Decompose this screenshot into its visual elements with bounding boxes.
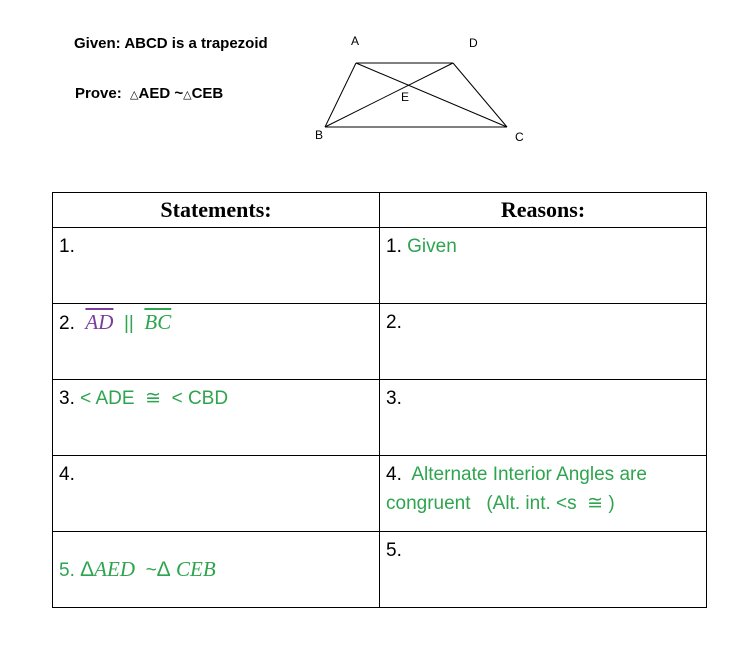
segment-ab — [325, 63, 356, 127]
reason-text-line1: Alternate Interior Angles are — [411, 464, 647, 485]
statement-cell-2[interactable] — [53, 304, 380, 380]
table-row — [53, 456, 707, 532]
triangle-ceb-label: CEB — [175, 556, 216, 581]
point-label-a: A — [351, 34, 360, 48]
proof-table — [52, 192, 707, 608]
reason-cell-5[interactable] — [380, 532, 707, 608]
delta-symbol: Δ — [156, 557, 171, 581]
table-header-row — [53, 193, 707, 228]
reason-number: 1. — [386, 236, 402, 257]
diagonal-bd — [325, 63, 453, 127]
trapezoid-figure — [300, 28, 540, 148]
segment-ad-label: $\overline{AD}$ — [85, 310, 114, 334]
triangle-icon: △ — [130, 89, 139, 101]
given-text: ABCD is a trapezoid — [124, 35, 268, 52]
diagonal-ac — [356, 63, 507, 127]
statement-number: 1. — [59, 236, 75, 257]
statement-number: 2. — [59, 313, 75, 334]
triangle-aed-label: AED — [94, 556, 135, 581]
similar-symbol: ~ — [145, 559, 157, 581]
reason-number: 5. — [386, 540, 402, 561]
similar-symbol: ~ — [174, 85, 184, 102]
prove-left-triangle: AED — [138, 85, 171, 102]
point-label-d: D — [469, 36, 478, 50]
reason-cell-3[interactable] — [380, 380, 707, 456]
reason-cell-1[interactable] — [380, 228, 707, 304]
point-label-b: B — [315, 128, 324, 142]
statement-number: 4. — [59, 464, 75, 485]
table-row — [53, 304, 707, 380]
statement-cell-5[interactable] — [53, 532, 380, 608]
statement-text: < ADE ≅ < CBD — [80, 388, 229, 409]
delta-symbol: Δ — [80, 557, 95, 581]
statement-cell-1[interactable] — [53, 228, 380, 304]
statement-cell-4[interactable] — [53, 456, 380, 532]
statements-header: Statements: — [53, 193, 380, 228]
segment-bc-label: $\overline{BC}$ — [144, 310, 172, 334]
given-statement — [74, 35, 268, 52]
parallel-symbol: || — [123, 313, 134, 334]
reason-text: Given — [407, 236, 457, 257]
reason-cell-2[interactable] — [380, 304, 707, 380]
table-row — [53, 532, 707, 608]
prove-label: Prove: — [75, 85, 122, 102]
point-label-c: C — [515, 130, 524, 144]
prove-right-triangle: CEB — [191, 85, 224, 102]
point-label-e: E — [401, 90, 410, 104]
segment-dc — [453, 63, 507, 127]
reasons-header: Reasons: — [380, 193, 707, 228]
prove-statement — [75, 85, 223, 102]
triangle-icon: △ — [183, 89, 192, 101]
reason-number: 4. — [386, 464, 402, 485]
reason-text-line2: congruent (Alt. int. <s ≅ ) — [386, 493, 615, 514]
reason-number: 3. — [386, 388, 402, 409]
statement-number: 3. — [59, 388, 75, 409]
table-row — [53, 380, 707, 456]
statement-number: 5. — [59, 559, 75, 581]
reason-number: 2. — [386, 312, 402, 333]
given-label: Given: — [74, 35, 121, 52]
table-row — [53, 228, 707, 304]
reason-cell-4[interactable] — [380, 456, 707, 532]
statement-cell-3[interactable] — [53, 380, 380, 456]
